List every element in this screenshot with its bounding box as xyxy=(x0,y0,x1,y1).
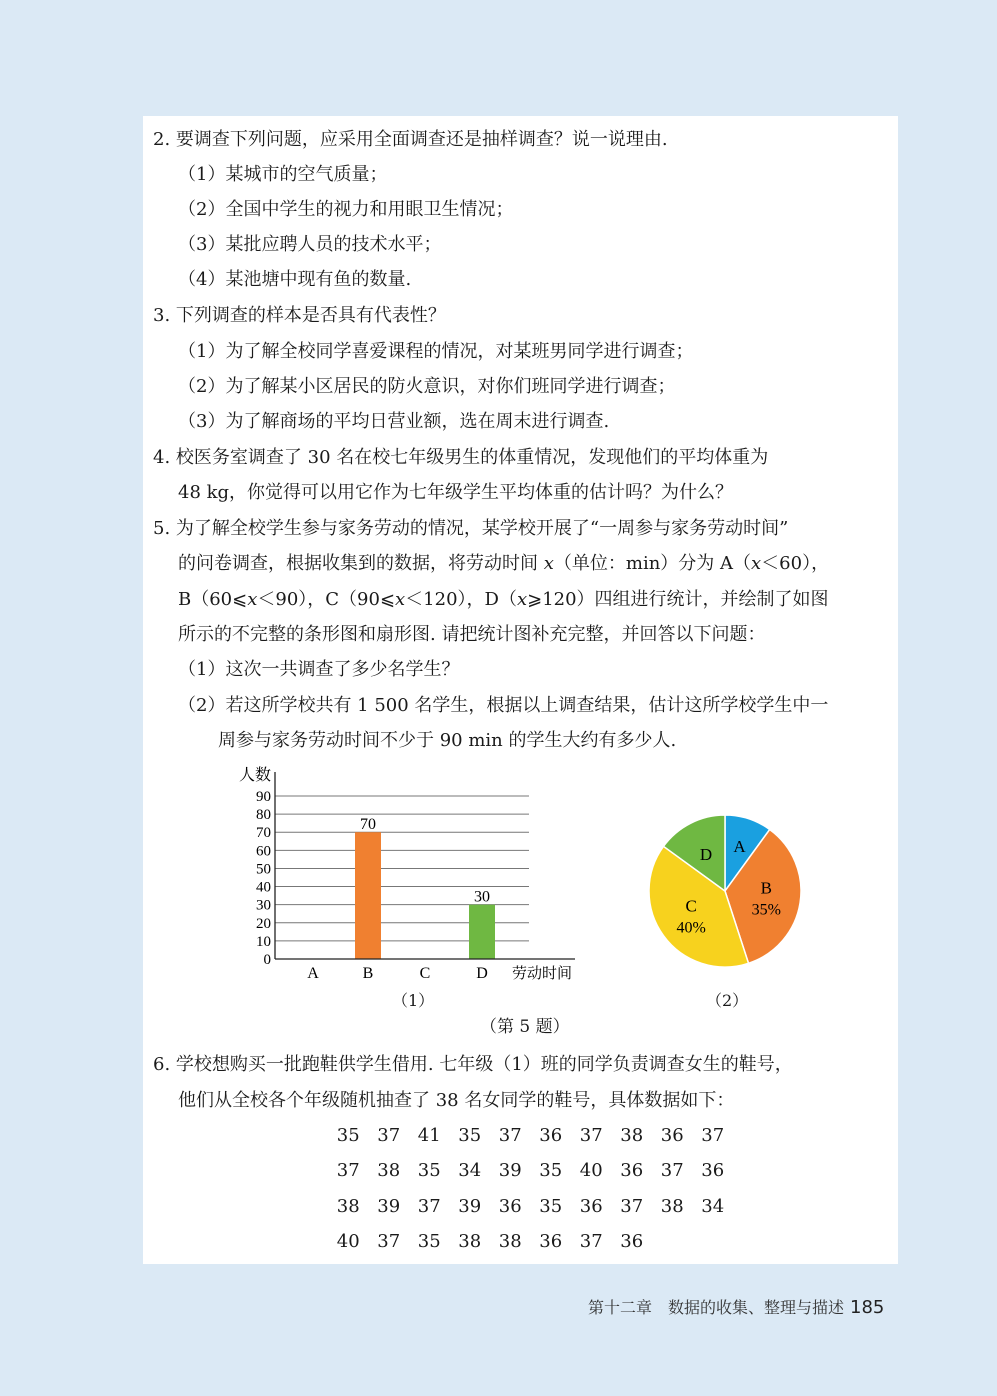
bar-ytick-label: 80 xyxy=(256,807,271,824)
shoe-size-row xyxy=(328,1123,733,1149)
q5-sub-2a: （2）若这所学校共有 1 500 名学生，根据以上调查结果，估计这所学校学生中一 xyxy=(178,695,829,716)
bar-ytick-label: 40 xyxy=(256,879,271,896)
pie-label-D: D xyxy=(699,844,713,864)
shoe-size-value: 36 xyxy=(701,1160,725,1181)
pie-label-B: B xyxy=(760,878,772,898)
bar-ytick-label: 0 xyxy=(263,952,271,968)
shoe-size-value: 39 xyxy=(498,1160,522,1181)
q4-line-1: 4. 校医务室调查了 30 名在校七年级男生的体重情况，发现他们的平均体重为 xyxy=(153,447,769,468)
q3-item-3: （3）为了解商场的平均日营业额，选在周末进行调查. xyxy=(178,411,610,432)
shoe-size-value: 37 xyxy=(620,1196,644,1217)
shoe-size-value: 37 xyxy=(701,1125,725,1146)
shoe-size-value: 36 xyxy=(539,1125,563,1146)
shoe-size-value: 37 xyxy=(377,1125,401,1146)
bar-ylabel: 人数 xyxy=(239,767,272,784)
q4-line-2: 48 kg，你觉得可以用它作为七年级学生平均体重的估计吗？为什么？ xyxy=(178,482,734,503)
shoe-size-value: 40 xyxy=(579,1160,603,1181)
shoe-size-value: 35 xyxy=(417,1231,441,1252)
shoe-size-value: 37 xyxy=(660,1160,684,1181)
bar-ytick-label: 90 xyxy=(256,789,271,805)
shoe-size-value: 41 xyxy=(417,1125,441,1146)
shoe-size-value: 37 xyxy=(377,1231,401,1252)
page-number: 185 xyxy=(850,1297,885,1318)
shoe-size-value: 34 xyxy=(458,1160,482,1181)
q6-line-2: 他们从全校各个年级随机抽查了 38 名女同学的鞋号，具体数据如下： xyxy=(178,1090,735,1111)
q2-stem: 2. 要调查下列问题，应采用全面调查还是抽样调查？说一说理由. xyxy=(153,129,668,150)
q5-line-3: B（60⩽𝑥＜90），C（90⩽𝑥＜120），D（𝑥⩾120）四组进行统计，并绘制了如图 xyxy=(178,589,829,610)
shoe-size-value: 35 xyxy=(417,1160,441,1181)
shoe-size-value: 35 xyxy=(539,1160,563,1181)
bar-ytick-label: 20 xyxy=(256,915,271,932)
q2-item-1: （1）某城市的空气质量； xyxy=(178,164,388,185)
shoe-size-value: 36 xyxy=(579,1196,603,1217)
shoe-size-value: 36 xyxy=(498,1196,522,1217)
pie-percent-C: 40% xyxy=(676,919,706,937)
shoe-size-value: 37 xyxy=(579,1231,603,1252)
q5-line-2: 的问卷调查，根据收集到的数据，将劳动时间 𝑥（单位：min）分为 A（𝑥＜60）， xyxy=(178,553,830,574)
shoe-size-value: 40 xyxy=(336,1231,360,1252)
bar-ytick-label: 60 xyxy=(256,843,271,860)
q3-item-1: （1）为了解全校同学喜爱课程的情况，对某班男同学进行调查； xyxy=(178,341,694,362)
page-footer xyxy=(588,1296,884,1320)
pie-chart-caption: （2） xyxy=(706,991,749,1010)
q3-stem: 3. 下列调查的样本是否具有代表性？ xyxy=(153,305,446,326)
chapter-title: 第十二章 数据的收集、整理与描述 xyxy=(588,1298,845,1317)
bar-B xyxy=(355,832,381,959)
shoe-size-value: 35 xyxy=(336,1125,360,1146)
q2-item-4: （4）某池塘中现有鱼的数量. xyxy=(178,269,412,290)
bar-ytick-label: 10 xyxy=(256,933,271,950)
shoe-size-value: 38 xyxy=(498,1231,522,1252)
bar-xlabel: 劳动时间 xyxy=(512,966,573,982)
bar-category-label: C xyxy=(419,965,431,982)
bar-D xyxy=(469,905,495,959)
pie-percent-B: 35% xyxy=(751,901,781,919)
shoe-size-value: 39 xyxy=(377,1196,401,1217)
shoe-size-value: 38 xyxy=(620,1125,644,1146)
bar-ytick-label: 30 xyxy=(256,897,271,914)
bar-category-label: D xyxy=(476,965,488,982)
shoe-size-value: 38 xyxy=(377,1160,401,1181)
shoe-size-value: 38 xyxy=(660,1196,684,1217)
pie-label-C: C xyxy=(685,896,697,916)
pie-label-A: A xyxy=(733,837,746,857)
shoe-size-value: 35 xyxy=(539,1196,563,1217)
shoe-size-value: 36 xyxy=(539,1231,563,1252)
shoe-size-value: 38 xyxy=(458,1231,482,1252)
q3-item-2: （2）为了解某小区居民的防火意识，对你们班同学进行调查； xyxy=(178,376,676,397)
bar-chart xyxy=(225,762,585,990)
q5-sub-2b: 周参与家务劳动时间不少于 90 min 的学生大约有多少人. xyxy=(218,730,677,751)
shoe-size-value: 37 xyxy=(336,1160,360,1181)
q5-line-1: 5. 为了解全校学生参与家务劳动的情况，某学校开展了“一周参与家务劳动时间” xyxy=(153,518,789,539)
bar-category-label: B xyxy=(362,965,374,982)
q2-item-2: （2）全国中学生的视力和用眼卫生情况； xyxy=(178,199,514,220)
bar-ytick-label: 70 xyxy=(256,825,271,842)
shoe-size-value: 39 xyxy=(458,1196,482,1217)
bar-ytick-label: 50 xyxy=(256,861,271,878)
shoe-size-row xyxy=(328,1194,733,1220)
q5-line-4: 所示的不完整的条形图和扇形图. 请把统计图补充完整，并回答以下问题： xyxy=(178,624,766,645)
shoe-size-value: 36 xyxy=(620,1160,644,1181)
q5-sub-1: （1）这次一共调查了多少名学生？ xyxy=(178,659,460,680)
figure-caption: （第 5 题） xyxy=(480,1017,570,1037)
bar-category-label: A xyxy=(307,965,319,982)
shoe-size-value: 37 xyxy=(498,1125,522,1146)
shoe-size-value: 34 xyxy=(701,1196,725,1217)
shoe-size-value: 38 xyxy=(336,1196,360,1217)
q2-item-3: （3）某批应聘人员的技术水平； xyxy=(178,234,442,255)
shoe-size-value: 35 xyxy=(458,1125,482,1146)
shoe-size-value: 36 xyxy=(660,1125,684,1146)
q6-line-1: 6. 学校想购买一批跑鞋供学生借用. 七年级（1）班的同学负责调查女生的鞋号， xyxy=(153,1054,793,1075)
shoe-size-value: 37 xyxy=(417,1196,441,1217)
shoe-size-value: 36 xyxy=(620,1231,644,1252)
bar-data-label: 30 xyxy=(474,888,490,906)
bar-data-label: 70 xyxy=(360,816,376,834)
shoe-size-row xyxy=(328,1229,652,1255)
bar-chart-caption: （1） xyxy=(392,991,435,1010)
shoe-size-value: 37 xyxy=(579,1125,603,1146)
shoe-size-row xyxy=(328,1158,733,1184)
pie-chart xyxy=(640,806,810,976)
